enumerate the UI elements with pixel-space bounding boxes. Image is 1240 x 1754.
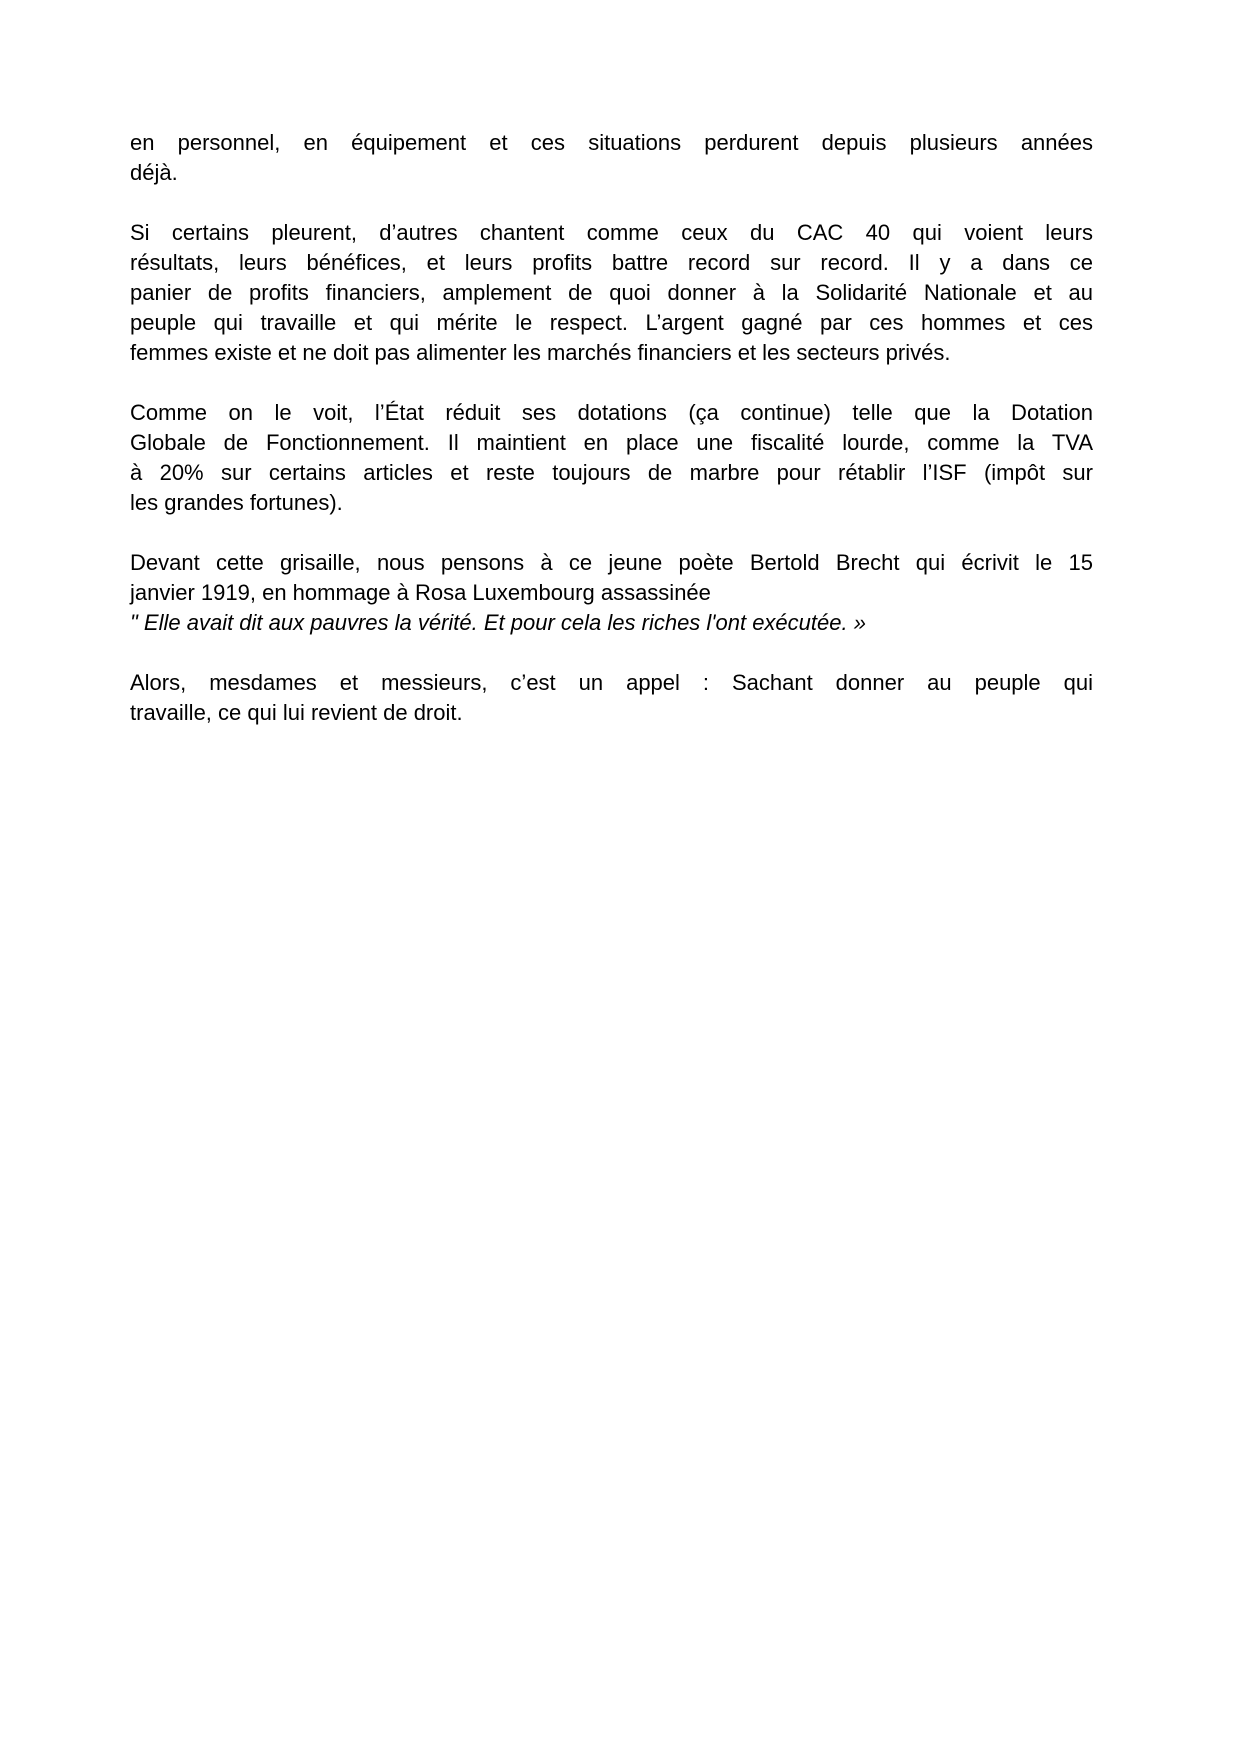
quote-line: " Elle avait dit aux pauvres la vérité. Et pour cela les riches l'ont exécutée. » <box>130 610 866 635</box>
paragraph-1 <box>130 128 1093 188</box>
text-line: panier de profits financiers, amplement de quoi donner à la Solidarité Nationale et au <box>130 280 1093 305</box>
text-line: Globale de Fonctionnement. Il maintient en place une fiscalité lourde, comme la TVA <box>130 430 1093 455</box>
text-line: en personnel, en équipement et ces situations perdurent depuis plusieurs années <box>130 130 1093 155</box>
paragraph-5 <box>130 668 1093 728</box>
text-line: Alors, mesdames et messieurs, c’est un appel : Sachant donner au peuple qui <box>130 670 1093 695</box>
text-line: déjà. <box>130 160 178 185</box>
paragraph-3 <box>130 398 1093 518</box>
text-line: résultats, leurs bénéfices, et leurs profits battre record sur record. Il y a dans ce <box>130 250 1093 275</box>
text-line: à 20% sur certains articles et reste toujours de marbre pour rétablir l’ISF (impôt sur <box>130 460 1093 485</box>
paragraph-2 <box>130 218 1093 368</box>
paragraph-4 <box>130 548 1093 638</box>
text-line: Devant cette grisaille, nous pensons à ce jeune poète Bertold Brecht qui écrivit le 15 <box>130 550 1093 575</box>
text-line: Si certains pleurent, d’autres chantent comme ceux du CAC 40 qui voient leurs <box>130 220 1093 245</box>
text-line: peuple qui travaille et qui mérite le respect. L’argent gagné par ces hommes et ces <box>130 310 1093 335</box>
text-line: travaille, ce qui lui revient de droit. <box>130 700 463 725</box>
text-line: janvier 1919, en hommage à Rosa Luxembourg assassinée <box>130 580 711 605</box>
text-line: Comme on le voit, l’État réduit ses dotations (ça continue) telle que la Dotation <box>130 400 1093 425</box>
text-line: les grandes fortunes). <box>130 490 343 515</box>
text-line: femmes existe et ne doit pas alimenter les marchés financiers et les secteurs privés. <box>130 340 951 365</box>
